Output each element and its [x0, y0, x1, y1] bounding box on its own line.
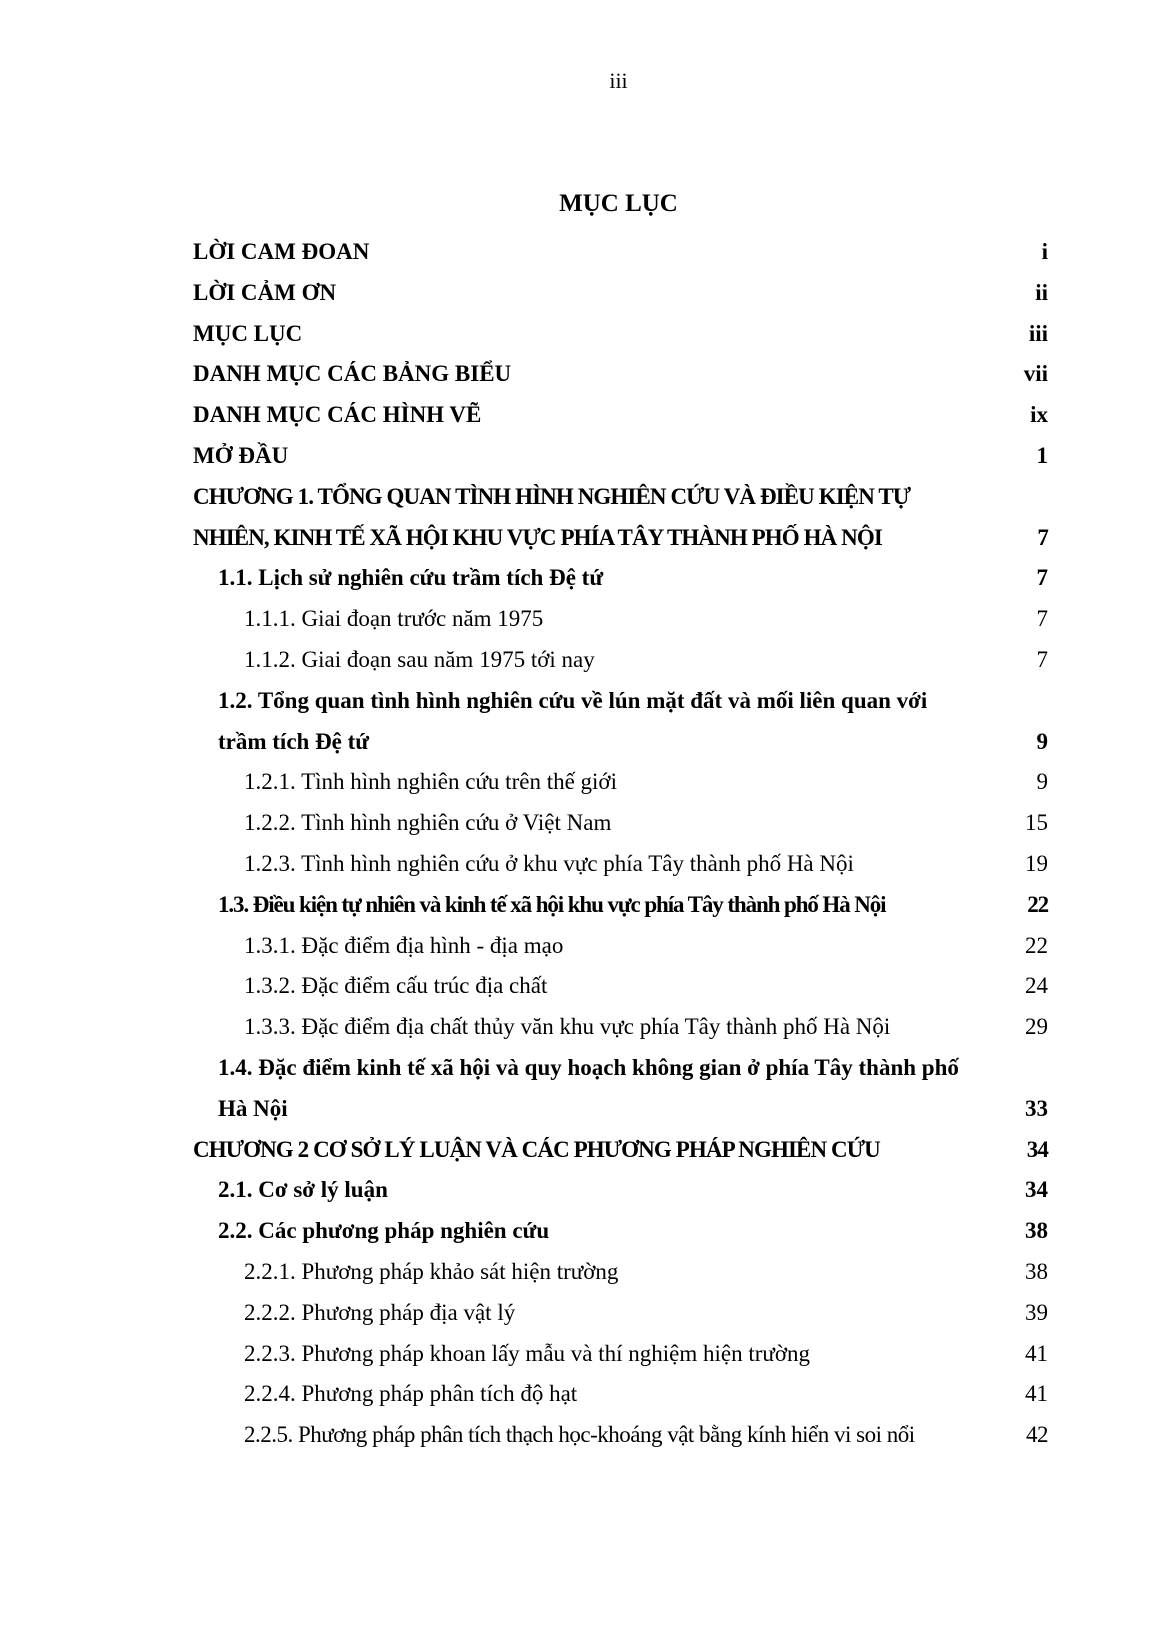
toc-entry[interactable]: [193, 640, 1048, 681]
toc-entry-title: trầm tích Đệ tứ: [218, 728, 370, 754]
page-number: iii: [609, 68, 628, 93]
toc-entry-page: 33: [1025, 1095, 1048, 1121]
toc-entry-title: MỤC LỤC: [193, 320, 303, 346]
toc-entry-1-4-line-1[interactable]: [193, 1048, 1048, 1089]
toc-entry-1-2-line-1[interactable]: [193, 681, 1048, 722]
toc-entry-page: 9: [1036, 769, 1048, 795]
toc-entry-page: 7: [1036, 606, 1048, 632]
toc-entry[interactable]: [193, 1374, 1048, 1415]
toc-entry-page: 41: [1025, 1340, 1048, 1366]
toc-entry[interactable]: [193, 885, 1048, 926]
toc-entry[interactable]: [193, 1170, 1048, 1211]
toc-entry-page: 1: [1036, 442, 1048, 468]
toc-entry[interactable]: [193, 1211, 1048, 1252]
toc-entry[interactable]: [193, 273, 1048, 314]
toc-entry-title: 1.3.1. Đặc điểm địa hình - địa mạo: [244, 932, 564, 958]
toc-entry[interactable]: [193, 599, 1048, 640]
toc-entry-title: LỜI CAM ĐOAN: [193, 239, 370, 264]
toc-entry-title: 1.2.1. Tình hình nghiên cứu trên thế giới: [244, 769, 617, 795]
toc-entry-page: vii: [1023, 361, 1048, 387]
toc-entry-title: 1.3.2. Đặc điểm cấu trúc địa chất: [244, 973, 548, 999]
toc-entry-title: 2.2. Các phương pháp nghiên cứu: [218, 1218, 550, 1244]
toc-entry-title: 1.4. Đặc điểm kinh tế xã hội và quy hoạch không gian ở phía Tây thành phố: [218, 1054, 959, 1080]
toc-entry-title: 1.1. Lịch sử nghiên cứu trầm tích Đệ tứ: [218, 565, 604, 591]
toc-entry-page: 19: [1025, 850, 1048, 876]
toc-entry-page: iii: [1028, 320, 1048, 346]
toc-entry-page: ix: [1030, 402, 1048, 428]
toc-entry-title: 1.2. Tổng quan tình hình nghiên cứu về lún mặt đất và mối liên quan với: [218, 687, 928, 713]
toc-entry-title: DANH MỤC CÁC BẢNG BIỂU: [193, 361, 512, 387]
toc-entry-1-4-line-2[interactable]: [193, 1089, 1048, 1130]
toc-entry[interactable]: [193, 1293, 1048, 1334]
toc-entry-page: 34: [1025, 1177, 1048, 1203]
toc-entry-page: 38: [1025, 1218, 1048, 1244]
toc-entry-page: 34: [1026, 1136, 1048, 1162]
toc-entry-title: 2.1. Cơ sở lý luận: [218, 1177, 388, 1203]
toc-entry-title: DANH MỤC CÁC HÌNH VẼ: [193, 402, 482, 428]
toc-entry-title: 1.2.2. Tình hình nghiên cứu ở Việt Nam: [244, 810, 612, 836]
toc-entry-title: 2.2.2. Phương pháp địa vật lý: [244, 1299, 516, 1325]
toc-entry[interactable]: [193, 232, 1048, 273]
toc-entry-title: 1.2.3. Tình hình nghiên cứu ở khu vực phía Tây thành phố Hà Nội: [244, 850, 854, 876]
toc-entry-page: 7: [1036, 646, 1048, 672]
toc-entry[interactable]: [193, 966, 1048, 1007]
toc-entry-title: MỞ ĐẦU: [193, 442, 289, 468]
toc-entry-page: 7: [1036, 565, 1048, 591]
toc-entry[interactable]: [193, 436, 1048, 477]
toc-entry[interactable]: [193, 1007, 1048, 1048]
toc-entry[interactable]: [193, 395, 1048, 436]
toc-entry-page: 39: [1025, 1299, 1048, 1325]
toc-entry-1-2-line-2[interactable]: [193, 722, 1048, 763]
toc-entry-page: 29: [1025, 1014, 1048, 1040]
toc-entry-title: CHƯƠNG 2 CƠ SỞ LÝ LUẬN VÀ CÁC PHƯƠNG PHÁP NGHIÊN CỨU: [193, 1136, 880, 1162]
toc-entry[interactable]: [193, 844, 1048, 885]
toc-entry-title: Hà Nội: [218, 1095, 288, 1121]
toc-entry[interactable]: [193, 558, 1048, 599]
toc-entry-page: 9: [1036, 728, 1048, 754]
toc-entry[interactable]: [193, 803, 1048, 844]
toc-entry-page: 22: [1025, 932, 1048, 958]
toc-entry-title: CHƯƠNG 1. TỔNG QUAN TÌNH HÌNH NGHIÊN CỨU VÀ ĐIỀU KIỆN TỰ: [193, 483, 911, 509]
toc-entry-title: LỜI CẢM ƠN: [193, 279, 337, 305]
toc-entry-title: 1.1.1. Giai đoạn trước năm 1975: [244, 606, 544, 632]
toc-entry-chapter-1-line-2[interactable]: [193, 518, 1048, 559]
toc-title: MỤC LỤC: [559, 190, 678, 217]
toc-entry-title: 2.2.5. Phương pháp phân tích thạch học-khoáng vật bằng kính hiển vi soi nổi: [244, 1422, 915, 1448]
toc-entry-page: i: [1041, 239, 1048, 264]
toc-entry-title: 1.1.2. Giai đoạn sau năm 1975 tới nay: [244, 646, 595, 672]
toc-entry-page: 24: [1025, 973, 1048, 999]
toc-entry-page: 41: [1025, 1381, 1048, 1407]
toc-entry[interactable]: [193, 354, 1048, 395]
toc-entry-page: 38: [1025, 1258, 1048, 1284]
toc-entry-title: 1.3.3. Đặc điểm địa chất thủy văn khu vực phía Tây thành phố Hà Nội: [244, 1014, 891, 1040]
toc-entry[interactable]: [193, 1415, 1048, 1456]
toc-entry-title: 2.2.4. Phương pháp phân tích độ hạt: [244, 1381, 578, 1407]
toc-entry-page: 15: [1025, 810, 1048, 836]
toc-entry-page: 42: [1026, 1422, 1048, 1448]
toc-entry[interactable]: [193, 926, 1048, 967]
toc-entry-page: 22: [1027, 891, 1048, 917]
toc-entry-chapter-1-line-1[interactable]: [193, 477, 1048, 518]
toc-entry-title: NHIÊN, KINH TẾ XÃ HỘI KHU VỰC PHÍA TÂY THÀNH PHỐ HÀ NỘI: [193, 524, 882, 550]
toc-entry-page: ii: [1035, 279, 1048, 305]
toc-entry[interactable]: [193, 314, 1048, 355]
toc-entry[interactable]: [193, 762, 1048, 803]
table-of-contents: [193, 232, 1048, 1456]
toc-entry-title: 2.2.1. Phương pháp khảo sát hiện trường: [244, 1258, 619, 1284]
toc-entry[interactable]: [193, 1252, 1048, 1293]
toc-entry-page: 7: [1037, 524, 1048, 550]
toc-entry-title: 2.2.3. Phương pháp khoan lấy mẫu và thí nghiệm hiện trường: [244, 1340, 811, 1366]
toc-entry-chapter-2[interactable]: [193, 1130, 1048, 1171]
toc-entry[interactable]: [193, 1334, 1048, 1375]
toc-entry-title: 1.3. Điều kiện tự nhiên và kinh tế xã hội khu vực phía Tây thành phố Hà Nội: [218, 891, 886, 917]
